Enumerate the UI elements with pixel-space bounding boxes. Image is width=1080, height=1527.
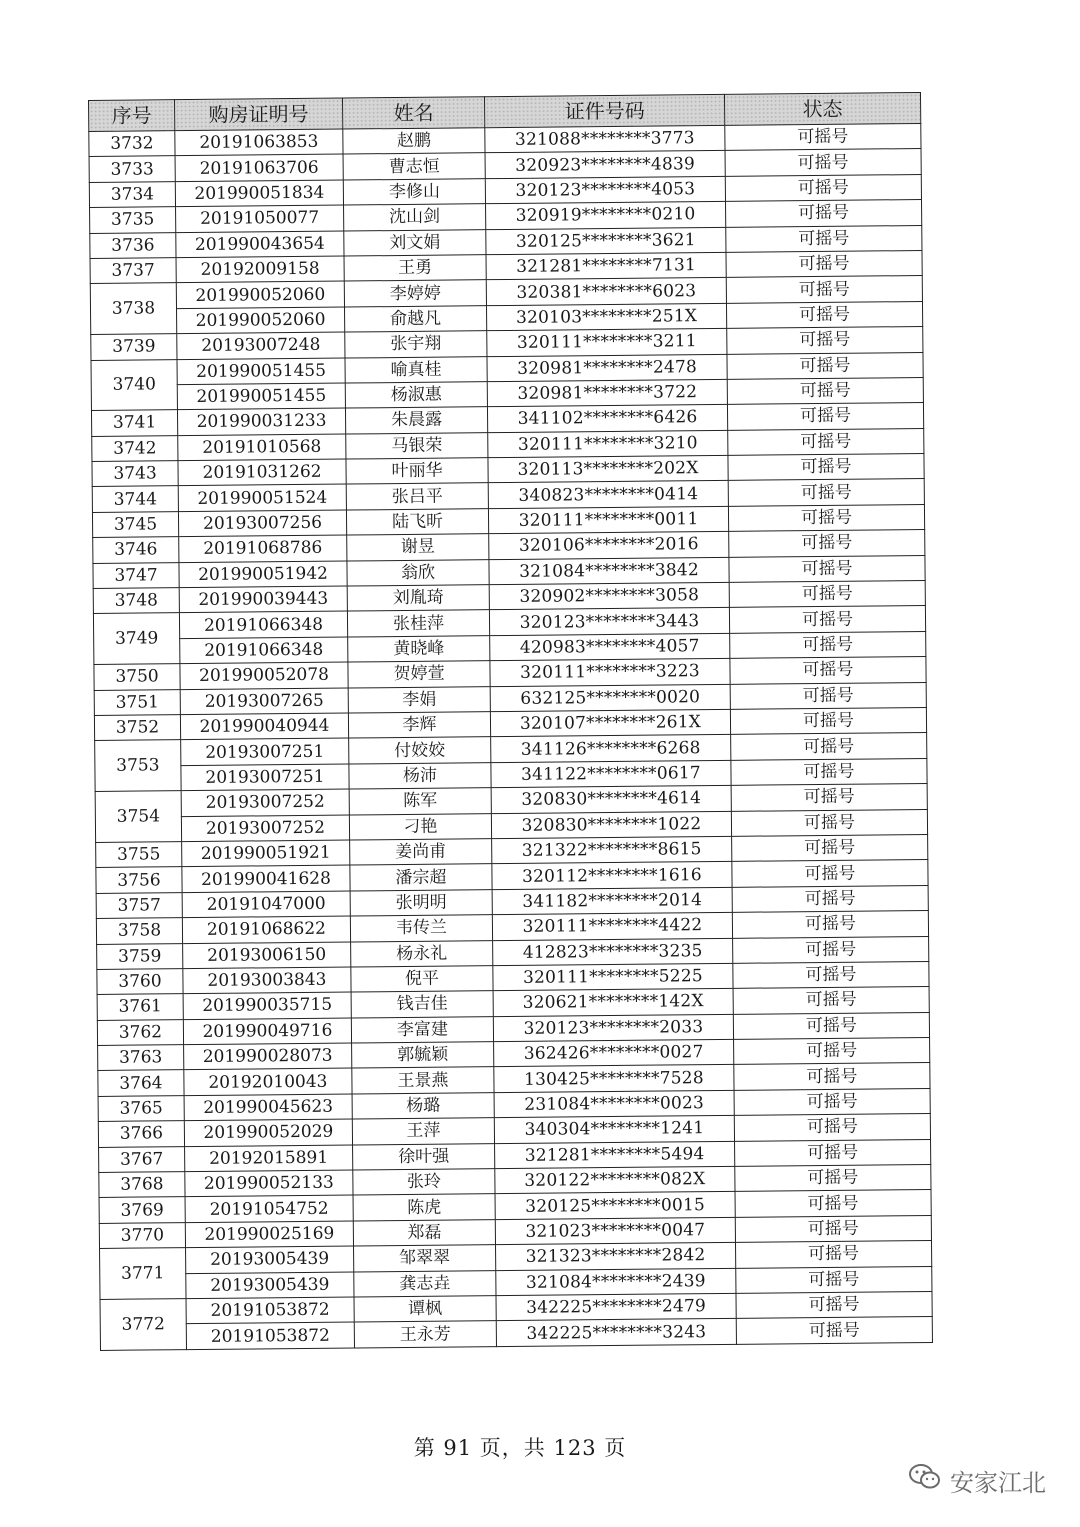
id-number-cell: 420983********4057 bbox=[490, 633, 730, 661]
status-cell: 可摇号 bbox=[732, 885, 928, 912]
header-cert-number: 购房证明号 bbox=[175, 98, 343, 131]
cert-number-cell: 20193007248 bbox=[177, 332, 345, 359]
id-number-cell: 632125********0020 bbox=[490, 684, 730, 712]
id-number-cell: 320902********3058 bbox=[489, 582, 729, 610]
header-seq: 序号 bbox=[89, 100, 175, 132]
table-body bbox=[89, 124, 933, 1351]
status-cell: 可摇号 bbox=[726, 200, 922, 227]
cert-number-cell: 201990051921 bbox=[182, 840, 350, 867]
status-cell: 可摇号 bbox=[725, 174, 921, 201]
cert-number-cell: 201990051524 bbox=[178, 485, 346, 512]
name-cell: 刘胤琦 bbox=[347, 585, 489, 612]
status-cell: 可摇号 bbox=[735, 1164, 931, 1191]
cert-number-cell: 201990040944 bbox=[180, 713, 348, 740]
id-number-cell: 320113********202X bbox=[488, 455, 728, 483]
cert-number-cell: 201990041628 bbox=[182, 865, 350, 892]
status-cell: 可摇号 bbox=[734, 1038, 930, 1065]
cert-number-cell: 20193005439 bbox=[186, 1272, 354, 1299]
id-number-cell: 341182********2014 bbox=[492, 887, 732, 915]
seq-cell: 3757 bbox=[96, 892, 182, 918]
cert-number-cell: 20193007256 bbox=[178, 510, 346, 537]
seq-cell: 3755 bbox=[96, 842, 182, 868]
seq-cell: 3758 bbox=[96, 918, 182, 944]
status-cell: 可摇号 bbox=[728, 454, 924, 481]
status-cell: 可摇号 bbox=[729, 581, 925, 608]
id-number-cell: 341102********6426 bbox=[487, 405, 727, 433]
name-cell: 李修山 bbox=[343, 178, 485, 205]
cert-number-cell: 201990051834 bbox=[175, 180, 343, 207]
status-cell: 可摇号 bbox=[729, 530, 925, 557]
status-cell: 可摇号 bbox=[731, 733, 927, 760]
status-cell: 可摇号 bbox=[732, 834, 928, 861]
seq-cell: 3760 bbox=[97, 969, 183, 995]
status-cell: 可摇号 bbox=[734, 1114, 930, 1141]
status-cell: 可摇号 bbox=[734, 1063, 930, 1090]
seq-cell: 3752 bbox=[94, 715, 180, 741]
name-cell: 邹翠翠 bbox=[354, 1245, 496, 1272]
seq-cell: 3739 bbox=[91, 334, 177, 360]
cert-number-cell: 20191063853 bbox=[175, 129, 343, 156]
seq-cell: 3735 bbox=[90, 207, 176, 233]
name-cell: 王萍 bbox=[352, 1118, 494, 1145]
seq-cell: 3766 bbox=[98, 1121, 184, 1147]
id-number-cell: 320621********142X bbox=[493, 989, 733, 1017]
name-cell: 徐叶强 bbox=[353, 1143, 495, 1170]
id-number-cell: 321281********7131 bbox=[486, 252, 726, 280]
name-cell: 陆飞昕 bbox=[346, 509, 488, 536]
status-cell: 可摇号 bbox=[725, 124, 921, 151]
seq-cell: 3732 bbox=[89, 131, 175, 157]
id-number-cell: 320123********2033 bbox=[493, 1014, 733, 1042]
status-cell: 可摇号 bbox=[727, 377, 923, 404]
cert-number-cell: 20192010043 bbox=[184, 1068, 352, 1095]
status-cell: 可摇号 bbox=[727, 327, 923, 354]
status-cell: 可摇号 bbox=[734, 1088, 930, 1115]
name-cell: 王景燕 bbox=[352, 1067, 494, 1094]
id-number-cell: 320111********3223 bbox=[490, 659, 730, 687]
id-number-cell: 321088********3773 bbox=[485, 125, 725, 153]
cert-number-cell: 20191054752 bbox=[185, 1195, 353, 1222]
id-number-cell: 341126********6268 bbox=[491, 735, 731, 763]
id-number-cell: 342225********3243 bbox=[496, 1319, 736, 1347]
name-cell: 王永芳 bbox=[354, 1321, 496, 1348]
cert-number-cell: 201990049716 bbox=[183, 1018, 351, 1045]
id-number-cell: 320830********1022 bbox=[491, 811, 731, 839]
status-cell: 可摇号 bbox=[731, 809, 927, 836]
status-cell: 可摇号 bbox=[727, 352, 923, 379]
id-number-cell: 321023********0047 bbox=[495, 1217, 735, 1245]
id-number-cell: 321084********3842 bbox=[489, 557, 729, 585]
name-cell: 赵鹏 bbox=[343, 128, 485, 155]
cert-number-cell: 201990052060 bbox=[177, 307, 345, 334]
cert-number-cell: 201990045623 bbox=[184, 1094, 352, 1121]
status-cell: 可摇号 bbox=[733, 987, 929, 1014]
name-cell: 刁艳 bbox=[349, 813, 491, 840]
account-watermark bbox=[908, 1462, 1046, 1498]
cert-number-cell: 20191068786 bbox=[179, 535, 347, 562]
id-number-cell: 412823********3235 bbox=[493, 938, 733, 966]
status-cell: 可摇号 bbox=[730, 707, 926, 734]
seq-cell: 3751 bbox=[94, 689, 180, 715]
seq-cell: 3762 bbox=[97, 1019, 183, 1045]
name-cell: 谢昱 bbox=[347, 534, 489, 561]
name-cell: 郑磊 bbox=[353, 1219, 495, 1246]
housing-lottery-table bbox=[88, 92, 933, 1351]
cert-number-cell: 20193007251 bbox=[181, 764, 349, 791]
seq-cell: 3747 bbox=[93, 562, 179, 588]
name-cell: 龚志垚 bbox=[354, 1270, 496, 1297]
status-cell: 可摇号 bbox=[728, 428, 924, 455]
name-cell: 朱晨露 bbox=[345, 407, 487, 434]
status-cell: 可摇号 bbox=[733, 961, 929, 988]
status-cell: 可摇号 bbox=[729, 555, 925, 582]
status-cell: 可摇号 bbox=[727, 403, 923, 430]
status-cell: 可摇号 bbox=[736, 1291, 932, 1318]
id-number-cell: 320981********2478 bbox=[487, 354, 727, 382]
seq-cell: 3734 bbox=[89, 181, 175, 207]
name-cell: 李辉 bbox=[348, 712, 490, 739]
seq-cell: 3740 bbox=[91, 359, 177, 411]
seq-cell: 3733 bbox=[89, 156, 175, 182]
cert-number-cell: 201990051942 bbox=[179, 561, 347, 588]
cert-number-cell: 201990039443 bbox=[179, 586, 347, 613]
header-status: 状态 bbox=[724, 93, 920, 126]
name-cell: 郭毓颖 bbox=[352, 1042, 494, 1069]
cert-number-cell: 201990052078 bbox=[180, 662, 348, 689]
status-cell: 可摇号 bbox=[726, 250, 922, 277]
seq-cell: 3761 bbox=[97, 994, 183, 1020]
cert-number-cell: 20191068622 bbox=[182, 916, 350, 943]
cert-number-cell: 201990043654 bbox=[176, 231, 344, 258]
cert-number-cell: 20193007251 bbox=[181, 738, 349, 765]
status-cell: 可摇号 bbox=[731, 784, 927, 811]
name-cell: 杨沛 bbox=[349, 762, 491, 789]
status-cell: 可摇号 bbox=[732, 911, 928, 938]
cert-number-cell: 20193003843 bbox=[183, 967, 351, 994]
cert-number-cell: 201990025169 bbox=[185, 1221, 353, 1248]
name-cell: 韦传兰 bbox=[350, 915, 492, 942]
name-cell: 付姣姣 bbox=[349, 737, 491, 764]
seq-cell: 3742 bbox=[92, 435, 178, 461]
seq-cell: 3769 bbox=[99, 1197, 185, 1223]
status-cell: 可摇号 bbox=[726, 301, 922, 328]
seq-cell: 3750 bbox=[94, 664, 180, 690]
name-cell: 王勇 bbox=[344, 255, 486, 282]
id-number-cell: 320111********5225 bbox=[493, 963, 733, 991]
name-cell: 杨淑惠 bbox=[345, 382, 487, 409]
name-cell: 翁欣 bbox=[347, 559, 489, 586]
id-number-cell: 340823********0414 bbox=[488, 481, 728, 509]
cert-number-cell: 201990028073 bbox=[184, 1043, 352, 1070]
cert-number-cell: 20191047000 bbox=[182, 891, 350, 918]
id-number-cell: 320830********4614 bbox=[491, 786, 731, 814]
page-number: 第 91 页，共 123 页 bbox=[413, 1436, 627, 1460]
id-number-cell: 321281********5494 bbox=[495, 1141, 735, 1169]
name-cell: 杨璐 bbox=[352, 1092, 494, 1119]
id-number-cell: 320123********3443 bbox=[489, 608, 729, 636]
name-cell: 贺婷萱 bbox=[348, 661, 490, 688]
id-number-cell: 320111********3211 bbox=[487, 329, 727, 357]
name-cell: 陈虎 bbox=[353, 1194, 495, 1221]
status-cell: 可摇号 bbox=[730, 682, 926, 709]
name-cell: 钱吉佳 bbox=[351, 991, 493, 1018]
name-cell: 俞越凡 bbox=[344, 305, 486, 332]
seq-cell: 3763 bbox=[98, 1045, 184, 1071]
status-cell: 可摇号 bbox=[736, 1266, 932, 1293]
seq-cell: 3759 bbox=[97, 943, 183, 969]
seq-cell: 3772 bbox=[100, 1299, 186, 1351]
seq-cell: 3741 bbox=[91, 410, 177, 436]
id-number-cell: 320981********3722 bbox=[487, 379, 727, 407]
cert-number-cell: 20191053872 bbox=[186, 1322, 354, 1349]
id-number-cell: 321322********8615 bbox=[492, 836, 732, 864]
seq-cell: 3745 bbox=[92, 512, 178, 538]
id-number-cell: 362426********0027 bbox=[494, 1039, 734, 1067]
seq-cell: 3737 bbox=[90, 258, 176, 284]
name-cell: 黄晓峰 bbox=[348, 635, 490, 662]
seq-cell: 3770 bbox=[99, 1222, 185, 1248]
status-cell: 可摇号 bbox=[732, 860, 928, 887]
id-number-cell: 320112********1616 bbox=[492, 862, 732, 890]
name-cell: 刘文娟 bbox=[344, 229, 486, 256]
id-number-cell: 231084********0023 bbox=[494, 1090, 734, 1118]
cert-number-cell: 201990051455 bbox=[177, 358, 345, 385]
cert-number-cell: 201990052133 bbox=[185, 1170, 353, 1197]
header-name: 姓名 bbox=[342, 97, 484, 129]
watermark-text: 安家江北 bbox=[950, 1468, 1046, 1497]
name-cell: 马银荣 bbox=[346, 432, 488, 459]
status-cell: 可摇号 bbox=[733, 1012, 929, 1039]
seq-cell: 3768 bbox=[99, 1172, 185, 1198]
seq-cell: 3767 bbox=[99, 1146, 185, 1172]
id-number-cell: 342225********2479 bbox=[496, 1293, 736, 1321]
status-cell: 可摇号 bbox=[736, 1317, 932, 1344]
cert-number-cell: 20193007252 bbox=[181, 789, 349, 816]
id-number-cell: 320111********4422 bbox=[492, 912, 732, 940]
status-cell: 可摇号 bbox=[730, 631, 926, 658]
cert-number-cell: 20191066348 bbox=[179, 611, 347, 638]
id-number-cell: 320923********4839 bbox=[485, 151, 725, 179]
id-number-cell: 320125********0015 bbox=[495, 1192, 735, 1220]
name-cell: 叶丽华 bbox=[346, 458, 488, 485]
id-number-cell: 320122********082X bbox=[495, 1166, 735, 1194]
status-cell: 可摇号 bbox=[733, 936, 929, 963]
cert-number-cell: 201990035715 bbox=[183, 992, 351, 1019]
name-cell: 潘宗超 bbox=[350, 864, 492, 891]
id-number-cell: 341122********0617 bbox=[491, 760, 731, 788]
seq-cell: 3765 bbox=[98, 1095, 184, 1121]
header-id-number: 证件号码 bbox=[484, 94, 724, 127]
status-cell: 可摇号 bbox=[729, 606, 925, 633]
cert-number-cell: 20191066348 bbox=[180, 637, 348, 664]
status-cell: 可摇号 bbox=[735, 1190, 931, 1217]
cert-number-cell: 20191063706 bbox=[175, 154, 343, 181]
id-number-cell: 320106********2016 bbox=[489, 532, 729, 560]
cert-number-cell: 20193006150 bbox=[183, 942, 351, 969]
name-cell: 张明明 bbox=[350, 889, 492, 916]
name-cell: 陈军 bbox=[349, 788, 491, 815]
status-cell: 可摇号 bbox=[735, 1241, 931, 1268]
seq-cell: 3753 bbox=[95, 740, 181, 792]
cert-number-cell: 20192015891 bbox=[185, 1145, 353, 1172]
seq-cell: 3756 bbox=[96, 867, 182, 893]
seq-cell: 3744 bbox=[92, 486, 178, 512]
id-number-cell: 320111********3210 bbox=[488, 430, 728, 458]
name-cell: 喻真桂 bbox=[345, 356, 487, 383]
id-number-cell: 320125********3621 bbox=[486, 227, 726, 255]
cert-number-cell: 20191010568 bbox=[178, 434, 346, 461]
status-cell: 可摇号 bbox=[725, 149, 921, 176]
id-number-cell: 320111********0011 bbox=[488, 506, 728, 534]
id-number-cell: 321323********2842 bbox=[496, 1243, 736, 1271]
cert-number-cell: 20193005439 bbox=[186, 1246, 354, 1273]
seq-cell: 3764 bbox=[98, 1070, 184, 1096]
name-cell: 沈山剑 bbox=[344, 204, 486, 231]
seq-cell: 3749 bbox=[93, 613, 179, 665]
status-cell: 可摇号 bbox=[731, 758, 927, 785]
status-cell: 可摇号 bbox=[735, 1215, 931, 1242]
status-cell: 可摇号 bbox=[728, 479, 924, 506]
name-cell: 张桂萍 bbox=[347, 610, 489, 637]
wechat-icon bbox=[908, 1462, 950, 1498]
seq-cell: 3736 bbox=[90, 232, 176, 258]
id-number-cell: 320123********4053 bbox=[485, 176, 725, 204]
id-number-cell: 340304********1241 bbox=[494, 1116, 734, 1144]
id-number-cell: 320381********6023 bbox=[486, 278, 726, 306]
status-cell: 可摇号 bbox=[726, 276, 922, 303]
seq-cell: 3746 bbox=[93, 537, 179, 563]
name-cell: 杨永礼 bbox=[351, 940, 493, 967]
name-cell: 张吕平 bbox=[346, 483, 488, 510]
cert-number-cell: 201990051455 bbox=[177, 383, 345, 410]
name-cell: 姜尚甫 bbox=[350, 839, 492, 866]
cert-number-cell: 20192009158 bbox=[176, 256, 344, 283]
status-cell: 可摇号 bbox=[728, 504, 924, 531]
seq-cell: 3738 bbox=[90, 283, 176, 335]
id-number-cell: 320107********261X bbox=[490, 709, 730, 737]
cert-number-cell: 20193007265 bbox=[180, 688, 348, 715]
name-cell: 倪平 bbox=[351, 966, 493, 993]
cert-number-cell: 20191053872 bbox=[186, 1297, 354, 1324]
status-cell: 可摇号 bbox=[730, 657, 926, 684]
id-number-cell: 321084********2439 bbox=[496, 1268, 736, 1296]
name-cell: 曹志恒 bbox=[343, 153, 485, 180]
id-number-cell: 130425********7528 bbox=[494, 1065, 734, 1093]
status-cell: 可摇号 bbox=[726, 225, 922, 252]
seq-cell: 3754 bbox=[95, 791, 181, 843]
cert-number-cell: 201990052060 bbox=[176, 281, 344, 308]
name-cell: 张宇翔 bbox=[345, 331, 487, 358]
name-cell: 谭枫 bbox=[354, 1296, 496, 1323]
id-number-cell: 320919********0210 bbox=[486, 202, 726, 230]
name-cell: 张玲 bbox=[353, 1169, 495, 1196]
name-cell: 李富建 bbox=[351, 1016, 493, 1043]
name-cell: 李婷婷 bbox=[344, 280, 486, 307]
seq-cell: 3748 bbox=[93, 588, 179, 614]
id-number-cell: 320103********251X bbox=[486, 303, 726, 331]
cert-number-cell: 20191031262 bbox=[178, 459, 346, 486]
seq-cell: 3743 bbox=[92, 461, 178, 487]
cert-number-cell: 20193007252 bbox=[181, 815, 349, 842]
seq-cell: 3771 bbox=[100, 1248, 186, 1300]
cert-number-cell: 201990031233 bbox=[177, 408, 345, 435]
cert-number-cell: 20191050077 bbox=[176, 205, 344, 232]
status-cell: 可摇号 bbox=[735, 1139, 931, 1166]
name-cell: 李娟 bbox=[348, 686, 490, 713]
cert-number-cell: 201990052029 bbox=[184, 1119, 352, 1146]
